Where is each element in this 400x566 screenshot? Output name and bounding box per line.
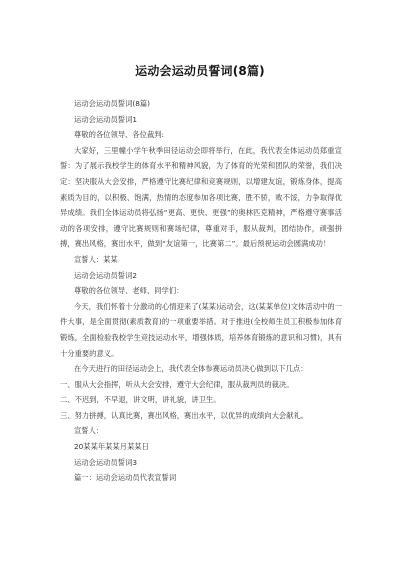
signatory-1: 宣誓人：某某 [74,254,118,264]
salutation-2: 尊敬的各位领导、老师、同学们： [74,286,184,296]
pledge-item-3: 三、努力拼搏，认真比赛，赛出风格，赛出水平，以优异的成绩向大会献礼。 [60,410,309,420]
paragraph-oath-1: 大家好，三里幢小学午秋季田径运动会即将举行，在此，我代表全体运动员郑重宣誓：为了展示我校学生的体育水平和精神风貌，为了体育的光荣和团队的荣誉，我们决定：坚决服从大会安排，严格遵守比赛纪律和竞赛规则，以增建友谊，锻炼身体，提高素质为目的，以积极、饱满，热情的态度参加各项比赛，胜不骄，败不馁，力争取得优异成绩。我们全体运动员将弘扬“更高、更快、更强”的奥林匹克精神，严格遵守赛事活动的各项安排，遵守比赛规则和赛场纪律，尊重对手，服从裁判，团结协作，顽强拼搏，赛出风格，赛出水平，做到“友谊第一，比赛第二”。最后预祝运动会圆满成功！ [60,145,342,249]
pledge-item-1: 一、服从大会指挥，听从大会安排，遵守大会纪律，服从裁判员的裁决。 [60,379,294,389]
section-heading-3: 运动会运动员誓词3 [74,457,138,467]
subsection-heading-3-1: 篇一：运动会运动员代表宣誓词 [74,473,177,483]
section-heading-1: 运动会运动员誓词1 [74,114,138,124]
subtitle-line: 运动会运动员誓词(8篇) [74,99,151,108]
paragraph-pledge-intro: 在今天进行的田径运动会上，我代表全体参赛运动员决心做到以下几点： [74,364,308,374]
salutation-1: 尊敬的各位领导、各位裁判: [74,130,165,140]
document-title: 运动会运动员誓词(8篇) [135,64,265,78]
signatory-2: 宣誓人： [74,426,104,436]
paragraph-intro-2: 今天，我们怀着十分激动的心情迎来了(某某)运动会，这(某某单位)文体活动中的一件大事，是全面贯彻(素质教育)的一项重要举措。对于推进(全校师生员工积极参加体育锻炼，全面检验我校学生竞技运动水平，增强体质，培养体育锻炼的意识和习惯)，具有十分重要的意义。 [60,301,342,358]
section-heading-2: 运动会运动员誓词2 [74,270,138,280]
document-body [60,96,342,486]
date-line: 20某某年某某月某某日 [74,442,149,452]
pledge-item-2: 二、不迟到，不早退，讲文明，讲礼貌，讲卫生。 [60,395,221,405]
